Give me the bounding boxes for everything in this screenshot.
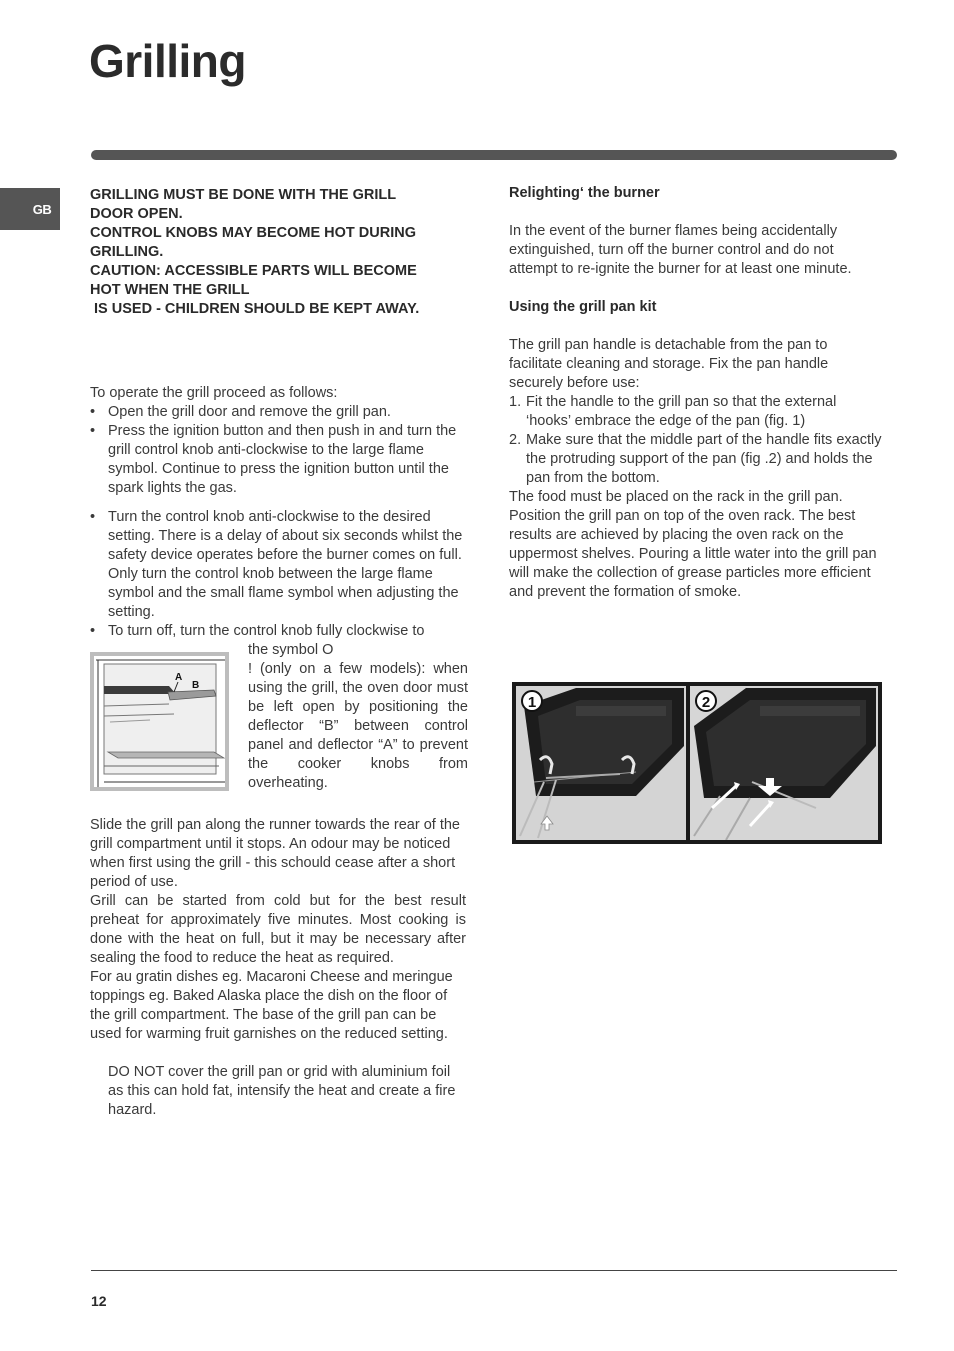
step-text: Fit the handle to the grill pan so that the external ‘hooks’ embrace the edge of the pan (fig. 1)	[526, 394, 837, 429]
oven-door-deflector-figure	[90, 652, 229, 791]
right-column	[509, 184, 882, 602]
step-text: Make sure that the middle part of the handle fits exactly the protruding support of the pan (fig .2) and holds the pan from the bottom.	[526, 432, 882, 486]
warning-line: IS USED - CHILDREN SHOULD BE KEPT AWAY.	[90, 301, 420, 317]
page-title: Grilling	[89, 35, 246, 87]
kit-intro: The grill pan handle is detachable from the pan to facilitate cleaning and storage. Fix the pan handle securely before use:	[509, 337, 829, 391]
figure-1-photo	[516, 686, 686, 840]
warning-line: GRILLING.	[90, 244, 164, 260]
kit-heading: Using the grill pan kit	[509, 299, 657, 315]
bullet-item: • Press the ignition button and then push in and turn the grill control knob anti-clockwise to the large flame symbol. Continue to press the ignition button until the spark lights the gas.	[90, 422, 466, 498]
bullet-item: • Open the grill door and remove the grill pan.	[90, 403, 466, 422]
relight-text: In the event of the burner flames being accidentally extinguished, turn off the burner control and do not attempt to re-ignite the burner for at least one minute.	[509, 223, 852, 277]
figure-1-marker: 1	[527, 694, 537, 711]
bullet-item: • To turn off, turn the control knob fully clockwise to	[90, 622, 466, 641]
warning-line: CAUTION: ACCESSIBLE PARTS WILL BECOME	[90, 263, 417, 279]
figure-2-marker: 2	[701, 694, 711, 711]
warning-line: HOT WHEN THE GRILL	[90, 282, 250, 298]
label-a: A	[175, 672, 183, 683]
bullet-item: • Turn the control knob anti-clockwise to the desired setting. There is a delay of about six seconds whilst the safety device operates before the burner comes on full. Only turn the control knob between the large flame symbol and the small flame symbol when adjusting the setting.	[90, 508, 466, 622]
foil-warning: DO NOT cover the grill pan or grid with aluminium foil as this can hold fat, intensify the heat and create a fire hazard.	[108, 1064, 456, 1118]
warning-line: CONTROL KNOBS MAY BECOME HOT DURING	[90, 225, 417, 241]
body-paragraph: For au gratin dishes eg. Macaroni Cheese and meringue toppings eg. Baked Alaska place the dish on the floor of the grill compartment. The base of the grill pan can be used for warming fruit garnishes on the reduced setting.	[90, 969, 453, 1042]
body-paragraph: Slide the grill pan along the runner towards the rear of the grill compartment until it stops. An odour may be noticed when first using the grill - this schould cease after a short period of use.	[90, 817, 460, 890]
step-number: 2.	[509, 432, 522, 448]
step-item	[509, 393, 882, 431]
deflector-text	[248, 641, 468, 793]
step-item	[509, 431, 882, 488]
grill-pan-figures	[512, 682, 882, 844]
left-column	[90, 186, 466, 1120]
deflector-note: ! (only on a few models): when using the grill, the oven door must be left open by positioning the deflector “B” between control panel and deflector “A” to prevent the cooker knobs from overheating.	[248, 661, 468, 791]
step-number: 1.	[509, 394, 522, 410]
body-paragraph: Grill can be started from cold but for the best result preheat for approximately five minutes. Most cooking is done with the heat on full, but it may be necessary after sealing the food to reduce the heat as required.	[90, 893, 466, 966]
safety-warning	[90, 186, 466, 319]
label-b: B	[192, 680, 200, 691]
relight-heading: Relighting‘ the burner	[509, 185, 660, 201]
symbol-line: the symbol O	[248, 642, 334, 658]
title-divider	[91, 150, 897, 160]
deflector-section	[90, 641, 466, 801]
kit-text: The food must be placed on the rack in the grill pan. Position the grill pan on top of the oven rack. The best results are achieved by placing the oven rack on the uppermost shelves. Pouring a little water into the grill pan will make the collection of grease particles more efficient and prevent the formation of smoke.	[509, 489, 877, 600]
footer-divider	[91, 1270, 897, 1271]
page-number: 12	[91, 1293, 107, 1309]
intro-text: To operate the grill proceed as follows:	[90, 385, 338, 401]
language-tab: GB	[0, 188, 60, 230]
figure-2-photo	[690, 686, 878, 840]
warning-line: DOOR OPEN.	[90, 206, 183, 222]
warning-line: GRILLING MUST BE DONE WITH THE GRILL	[90, 187, 397, 203]
oven-door-illustration	[94, 656, 225, 787]
